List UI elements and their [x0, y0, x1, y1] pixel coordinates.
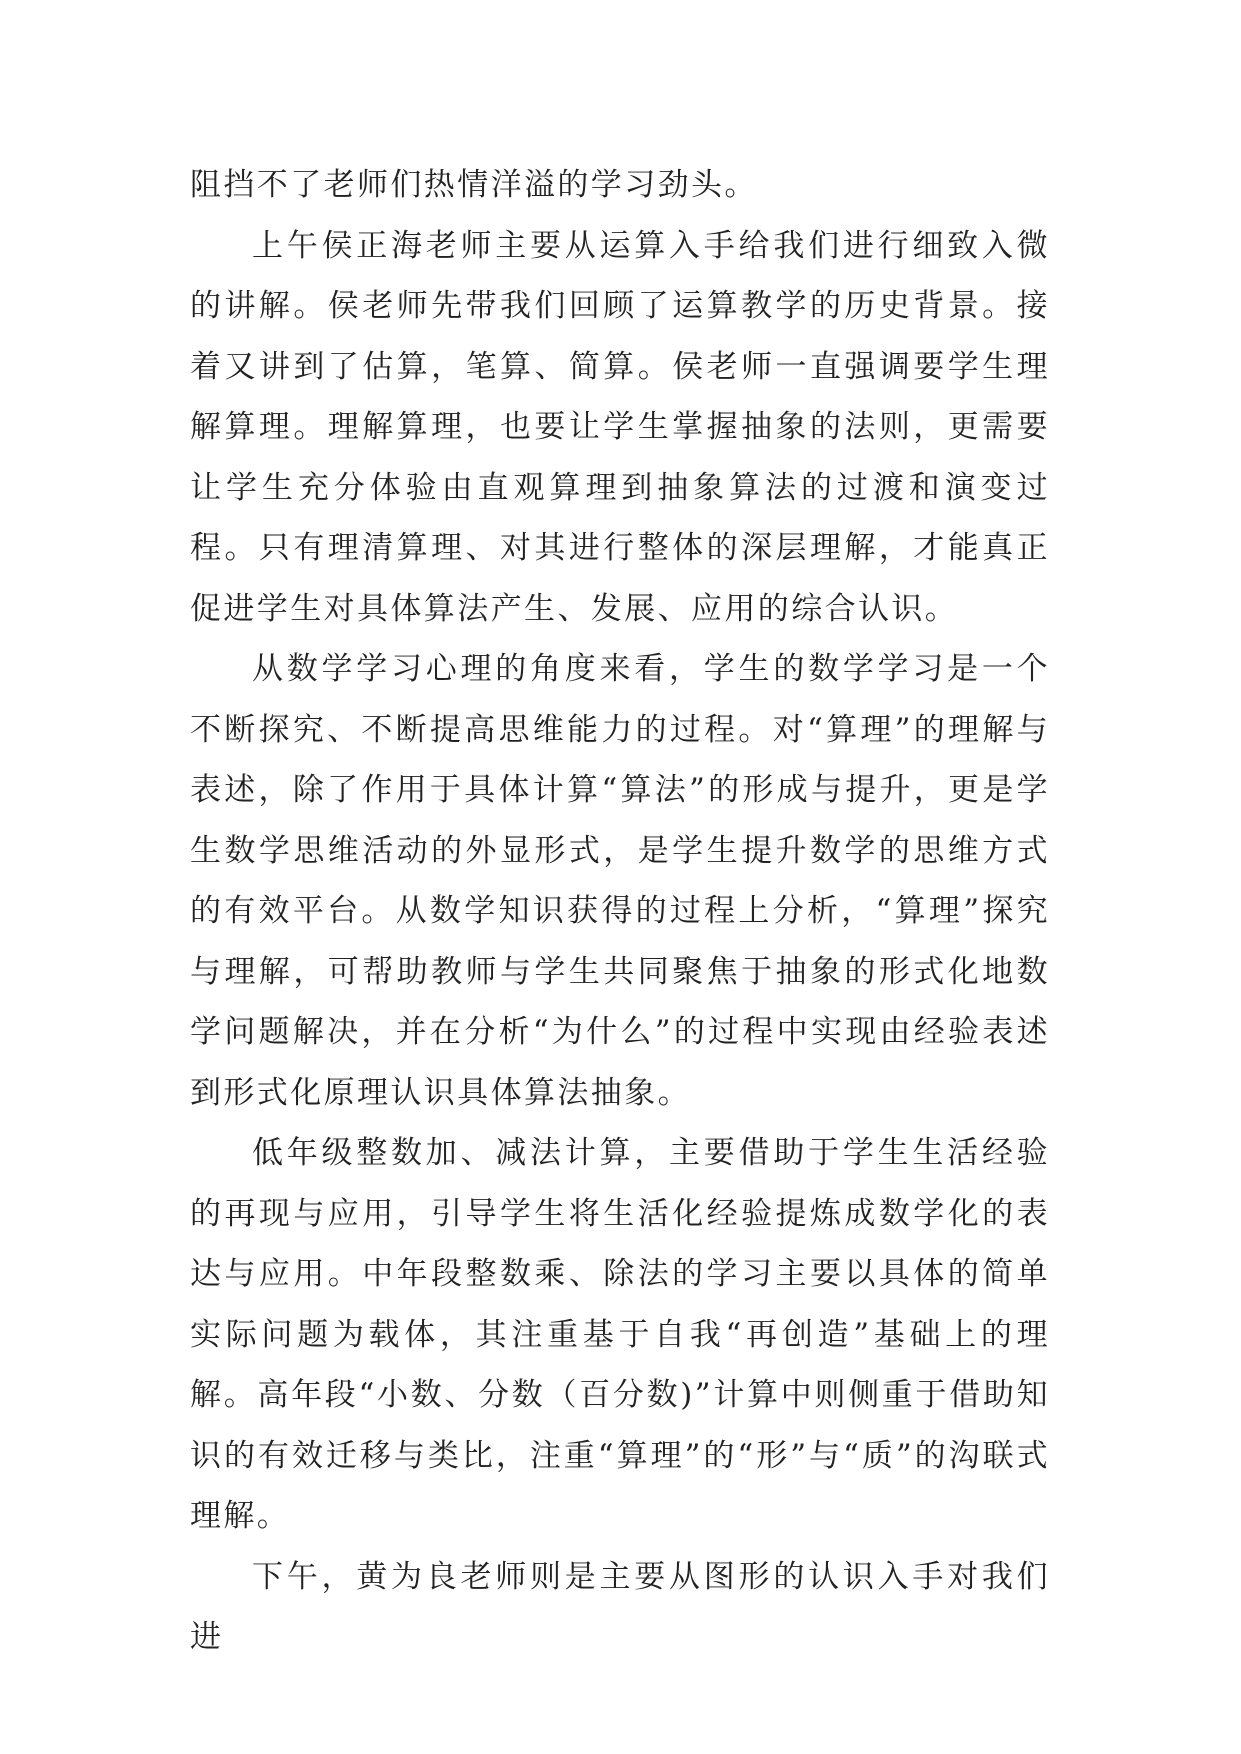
paragraph-arithmetic-lecture: 上午侯正海老师主要从运算入手给我们进行细致入微的讲解。侯老师先带我们回顾了运算教学的历史背景。接着又讲到了估算，笔算、简算。侯老师一直强调要学生理解算理。理解算理，也要让学生掌握抽象的法则，更需要让学生充分体验由直观算理到抽象算法的过渡和演变过程。只有理清算理、对其进行整体的深层理解，才能真正促进学生对具体算法产生、发展、应用的综合认识。 — [190, 227, 1050, 627]
paragraph-learning-psychology: 从数学学习心理的角度来看，学生的数学学习是一个不断探究、不断提高思维能力的过程。对“算理”的理解与表述，除了作用于具体计算“算法”的形成与提升，更是学生数学思维活动的外显形式，是学生提升数学的思维方式的有效平台。从数学知识获得的过程上分析，“算理”探究与理解，可帮助教师与学生共同聚焦于抽象的形式化地数学问题解决，并在分析“为什么”的过程中实现由经验表述到形式化原理认识具体算法抽象。 — [190, 651, 1050, 1111]
paragraph-afternoon-lecture: 下午，黄为良老师则是主要从图形的认识入手对我们进 — [190, 1558, 1050, 1655]
document-body — [190, 155, 1050, 1668]
paragraph-grade-levels: 低年级整数加、减法计算，主要借助于学生生活经验的再现与应用，引导学生将生活化经验提炼成数学化的表达与应用。中年段整数乘、除法的学习主要以具体的简单实际问题为载体，其注重基于自我“再创造”基础上的理解。高年段“小数、分数（百分数)”计算中则侧重于借助知识的有效迁移与类比，注重“算理”的“形”与“质”的沟联式理解。 — [190, 1135, 1050, 1534]
paragraph-continuation: 阻挡不了老师们热情洋溢的学习劲头。 — [190, 167, 758, 203]
